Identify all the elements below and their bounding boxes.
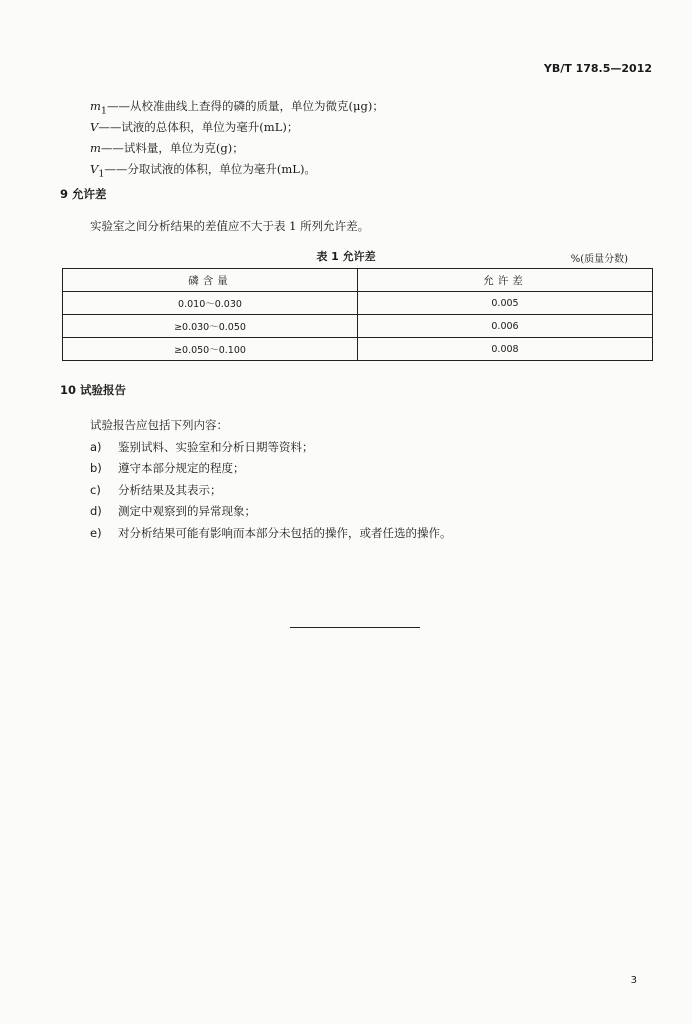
cell-tolerance: 0.008: [358, 338, 653, 361]
cell-phosphorus-range: ≥0.050～0.100: [63, 338, 358, 361]
list-marker: d): [90, 504, 102, 518]
definition-subscript: 1: [100, 105, 108, 117]
table-unit: %(质量分数): [570, 254, 628, 265]
list-marker: b): [90, 461, 102, 475]
list-item: [90, 458, 452, 480]
definition-item: [90, 96, 650, 117]
definition-symbol: m: [90, 141, 101, 155]
definition-symbol: m: [90, 99, 101, 113]
definition-symbol: V: [90, 120, 99, 134]
tolerance-table: [62, 268, 653, 361]
cell-phosphorus-range: 0.010～0.030: [63, 292, 358, 315]
column-header-tolerance: 允许差: [358, 269, 653, 292]
symbol-definitions: [90, 96, 650, 180]
definition-item: [90, 117, 650, 138]
cell-phosphorus-range: ≥0.030～0.050: [63, 315, 358, 338]
list-item-text: 鉴别试料、实验室和分析日期等资料；: [118, 439, 314, 454]
list-item: [90, 501, 452, 523]
list-marker: a): [90, 439, 102, 454]
definition-symbol: V: [90, 162, 99, 176]
list-item: [90, 523, 452, 545]
definition-item: [90, 138, 650, 159]
definition-item: [90, 159, 650, 180]
section-9-paragraph: 实验室之间分析结果的差值应不大于表 1 所列允许差。: [90, 219, 370, 233]
list-item-text: 分析结果及其表示；: [118, 482, 222, 497]
definition-text: ——试料量，单位为克(g)；: [100, 141, 244, 155]
table-row: [63, 315, 653, 338]
section-9-heading: 9 允许差: [60, 187, 107, 201]
end-of-document-rule: [290, 627, 420, 628]
definition-subscript: 1: [98, 168, 105, 180]
table-row: [63, 292, 653, 315]
cell-tolerance: 0.005: [358, 292, 653, 315]
report-intro: 试验报告应包括下列内容：: [90, 418, 228, 432]
section-10-heading: 10 试验报告: [60, 383, 127, 397]
list-item-text: 对分析结果可能有影响而本部分未包括的操作，或者任选的操作。: [118, 525, 452, 540]
list-marker: c): [90, 482, 101, 497]
table-header-row: [63, 269, 653, 292]
definition-text: ——从校准曲线上查得的磷的质量，单位为微克(μg)；: [107, 99, 384, 113]
list-item-text: 遵守本部分规定的程度；: [118, 461, 245, 475]
list-item-text: 测定中观察到的异常现象；: [118, 504, 256, 518]
list-item: [90, 437, 452, 459]
definition-text: ——试液的总体积，单位为毫升(mL)；: [98, 120, 299, 134]
table-caption: 表 1 允许差: [316, 250, 376, 263]
page-number: 3: [630, 975, 637, 986]
cell-tolerance: 0.006: [358, 315, 653, 338]
definition-text: ——分取试液的体积，单位为毫升(mL)。: [104, 162, 316, 176]
list-item: [90, 480, 452, 502]
report-content-list: [90, 415, 452, 544]
column-header-phosphorus: 磷含量: [63, 269, 358, 292]
standard-code: YB/T 178.5—2012: [543, 62, 652, 75]
list-marker: e): [90, 525, 102, 540]
table-row: [63, 338, 653, 361]
